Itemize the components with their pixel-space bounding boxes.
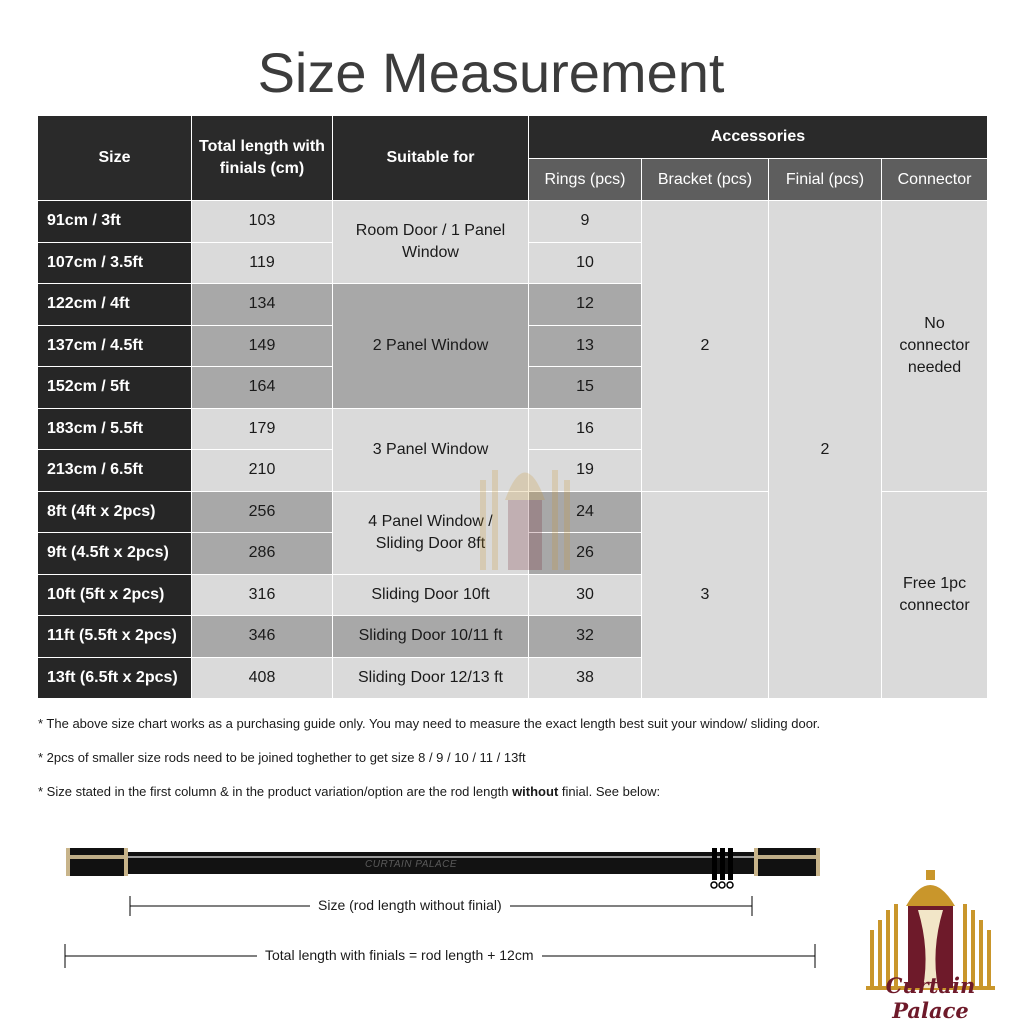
size-cell: 107cm / 3.5ft	[38, 242, 192, 284]
size-cell: 8ft (4ft x 2pcs)	[38, 491, 192, 533]
total-length-cell: 210	[192, 450, 333, 492]
size-cell: 122cm / 4ft	[38, 284, 192, 326]
size-table	[37, 115, 988, 699]
rings-cell: 9	[529, 201, 642, 243]
rings-cell: 16	[529, 408, 642, 450]
rings-cell: 12	[529, 284, 642, 326]
table-row	[38, 201, 988, 243]
suitable-cell: 2 Panel Window	[333, 284, 529, 409]
total-length-cell: 346	[192, 616, 333, 658]
size-cell: 152cm / 5ft	[38, 367, 192, 409]
rings-cell: 26	[529, 533, 642, 575]
bracket-cell: 2	[642, 201, 769, 492]
size-cell: 183cm / 5.5ft	[38, 408, 192, 450]
header-rings: Rings (pcs)	[529, 159, 642, 201]
suitable-cell: Sliding Door 12/13 ft	[333, 657, 529, 699]
size-cell: 137cm / 4.5ft	[38, 325, 192, 367]
note-3: * Size stated in the first column & in the product variation/option are the rod length without finial. See below:	[38, 784, 661, 799]
header-finial: Finial (pcs)	[769, 159, 882, 201]
rod-diagram	[0, 830, 840, 990]
total-length-cell: 134	[192, 284, 333, 326]
rings-cell: 30	[529, 574, 642, 616]
suitable-cell: Sliding Door 10ft	[333, 574, 529, 616]
suitable-cell: 3 Panel Window	[333, 408, 529, 491]
rod-label: CURTAIN PALACE	[365, 859, 458, 870]
rings-cell: 24	[529, 491, 642, 533]
finial-cell: 2	[769, 201, 882, 699]
size-cell: 10ft (5ft x 2pcs)	[38, 574, 192, 616]
bracket-cell: 3	[642, 491, 769, 699]
header-accessories: Accessories	[529, 116, 988, 159]
header-connector: Connector	[882, 159, 988, 201]
suitable-cell: 4 Panel Window / Sliding Door 8ft	[333, 491, 529, 574]
total-length-cell: 179	[192, 408, 333, 450]
size-dimension-label: Size (rod length without finial)	[310, 897, 510, 913]
total-length-cell: 286	[192, 533, 333, 575]
total-length-cell: 103	[192, 201, 333, 243]
total-length-cell: 316	[192, 574, 333, 616]
total-length-cell: 256	[192, 491, 333, 533]
header-suitable-for: Suitable for	[333, 116, 529, 201]
total-length-cell: 164	[192, 367, 333, 409]
note-1: * The above size chart works as a purchasing guide only. You may need to measure the exact length best suit your window/ sliding door.	[38, 716, 821, 731]
suitable-cell: Room Door / 1 Panel Window	[333, 201, 529, 284]
note-2: * 2pcs of smaller size rods need to be joined toghether to get size 8 / 9 / 10 / 11 / 13ft	[38, 750, 526, 765]
rings-cell: 10	[529, 242, 642, 284]
header-total-length: Total length with finials (cm)	[192, 116, 333, 201]
size-cell: 213cm / 6.5ft	[38, 450, 192, 492]
rings-cell: 19	[529, 450, 642, 492]
size-cell: 9ft (4.5ft x 2pcs)	[38, 533, 192, 575]
total-length-cell: 149	[192, 325, 333, 367]
notes	[38, 716, 820, 818]
rings-cell: 38	[529, 657, 642, 699]
size-cell: 11ft (5.5ft x 2pcs)	[38, 616, 192, 658]
connector-cell: No connector needed	[882, 201, 988, 492]
connector-cell: Free 1pc connector	[882, 491, 988, 699]
suitable-cell: Sliding Door 10/11 ft	[333, 616, 529, 658]
brand-name: Curtain Palace	[885, 973, 976, 1023]
size-cell: 91cm / 3ft	[38, 201, 192, 243]
rings-cell: 15	[529, 367, 642, 409]
rings-cell: 13	[529, 325, 642, 367]
page-title: Size Measurement	[257, 41, 725, 104]
total-length-cell: 408	[192, 657, 333, 699]
total-dimension-label: Total length with finials = rod length + 12cm	[257, 947, 542, 963]
header-bracket: Bracket (pcs)	[642, 159, 769, 201]
header-size: Size	[38, 116, 192, 201]
size-cell: 13ft (6.5ft x 2pcs)	[38, 657, 192, 699]
rings-cell: 32	[529, 616, 642, 658]
total-length-cell: 119	[192, 242, 333, 284]
